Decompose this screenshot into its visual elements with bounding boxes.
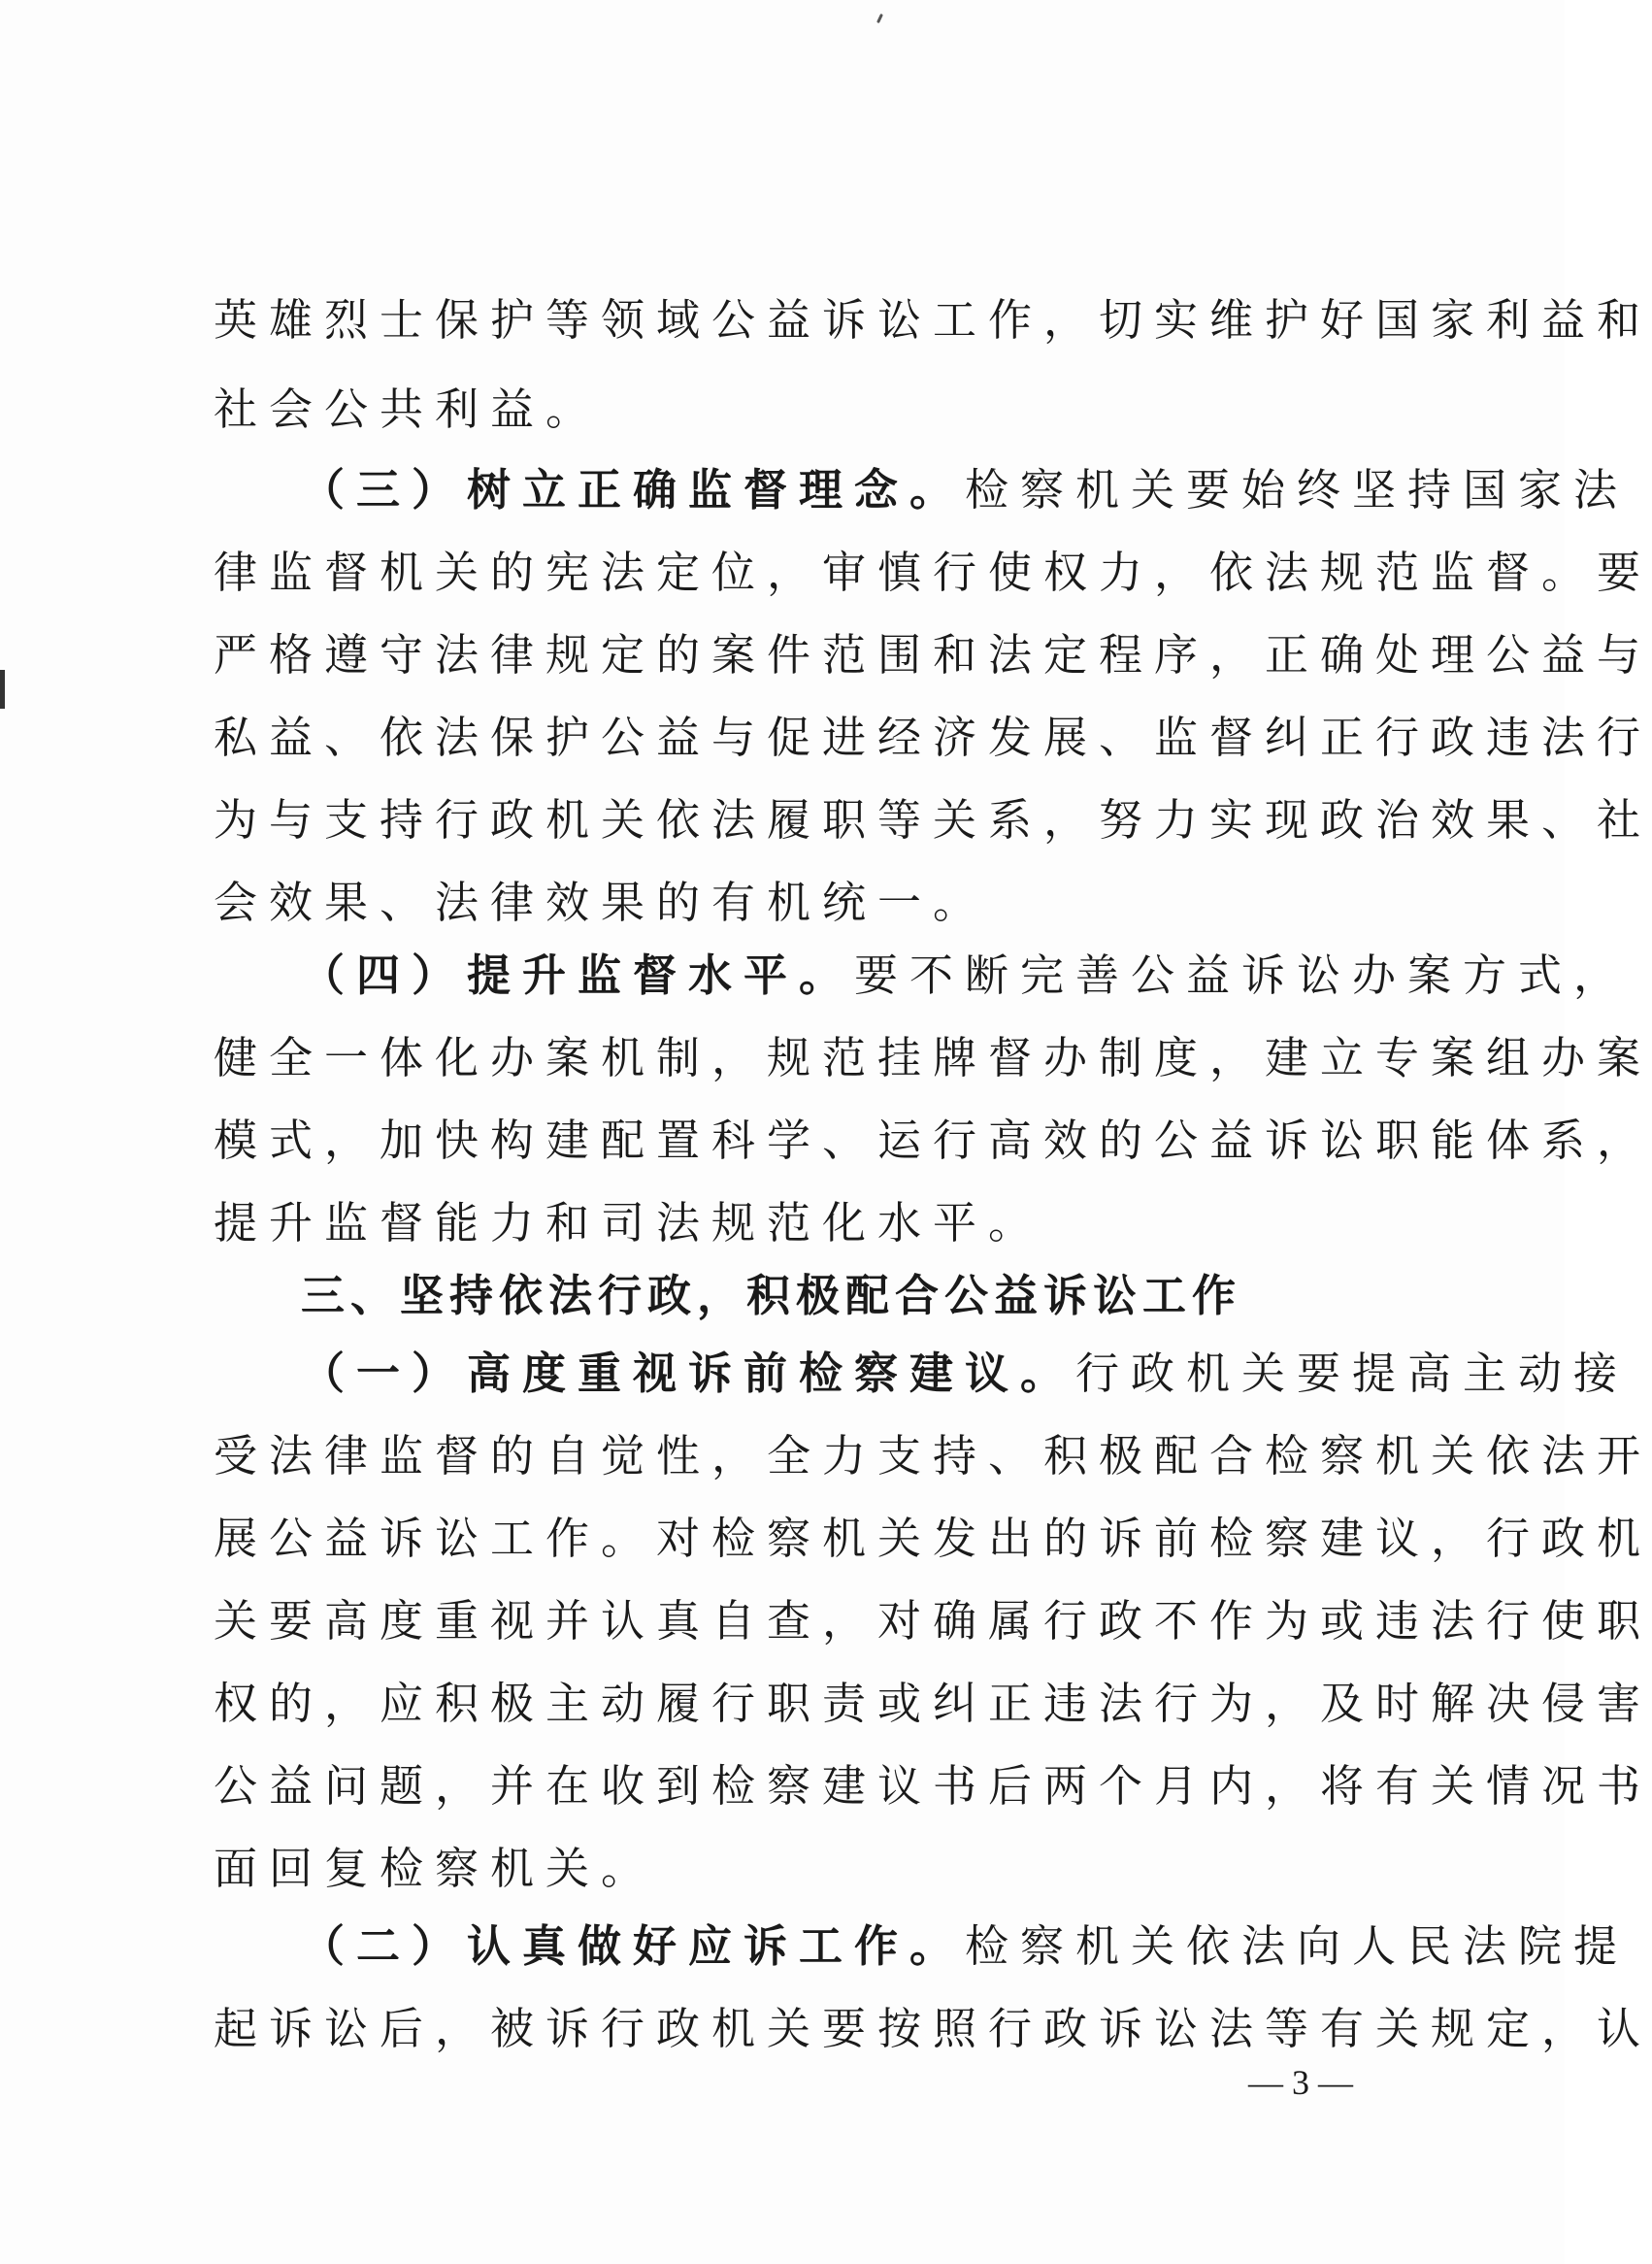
line-text: 检察机关要始终坚持国家法	[965, 464, 1630, 516]
body-line-2	[214, 381, 1407, 439]
subsection-4-line-1	[301, 947, 1630, 1005]
line-text: 起诉讼后，被诉行政机关要按照行政诉讼法等有关规定，认	[214, 2003, 1652, 2054]
subsection-heading: （二）认真做好应诉工作。	[301, 1920, 966, 1972]
line-text: 社会公共利益。	[214, 383, 602, 435]
body-line-7	[214, 791, 1652, 849]
line-text: 展公益诉讼工作。对检察机关发出的诉前检察建议，行政机	[214, 1513, 1652, 1564]
body-line-12	[214, 1194, 1407, 1252]
line-text: 权的，应积极主动履行职责或纠正违法行为，及时解决侵害	[214, 1678, 1652, 1729]
body-line-15	[214, 1427, 1652, 1485]
line-text: 检察机关依法向人民法院提	[965, 1920, 1630, 1972]
body-line-18	[214, 1675, 1652, 1733]
line-text: 关要高度重视并认真自查，对确属行政不作为或违法行使职	[214, 1595, 1652, 1647]
line-text: 提升监督能力和司法规范化水平。	[214, 1197, 1044, 1249]
body-line-17	[214, 1592, 1652, 1650]
line-text: 公益问题，并在收到检察建议书后两个月内，将有关情况书	[214, 1760, 1652, 1812]
body-line-19	[214, 1757, 1652, 1815]
section-heading: 三、坚持依法行政，积极配合公益诉讼工作	[301, 1270, 1242, 1321]
subsection-heading: （四）提升监督水平。	[301, 949, 855, 1001]
body-line-6	[214, 709, 1652, 767]
body-line-20	[214, 1840, 1407, 1898]
line-text: 私益、依法保护公益与促进经济发展、监督纠正行政违法行	[214, 712, 1652, 763]
line-text: 模式，加快构建配置科学、运行高效的公益诉讼职能体系，	[214, 1115, 1652, 1166]
body-line-22	[214, 2000, 1652, 2058]
subsection-heading: （三）树立正确监督理念。	[301, 464, 966, 516]
scan-edge-mark	[0, 670, 5, 709]
scan-speck	[876, 14, 883, 23]
line-text: 会效果、法律效果的有机统一。	[214, 877, 989, 928]
line-text: 律监督机关的宪法定位，审慎行使权力，依法规范监督。要	[214, 547, 1652, 598]
subsection-1-line-1	[301, 1345, 1630, 1403]
subsection-2-line-1	[301, 1917, 1630, 1976]
line-text: 行政机关要提高主动接	[1075, 1348, 1630, 1399]
line-text: 健全一体化办案机制，规范挂牌督办制度，建立专案组办案	[214, 1032, 1652, 1083]
line-text: 受法律监督的自觉性，全力支持、积极配合检察机关依法开	[214, 1430, 1652, 1482]
subsection-3-line-1	[301, 461, 1630, 519]
line-text: 英雄烈士保护等领域公益诉讼工作，切实维护好国家利益和	[214, 294, 1652, 346]
subsection-heading: （一）高度重视诉前检察建议。	[301, 1348, 1076, 1399]
body-line-4	[214, 544, 1652, 602]
page-number: — 3 —	[1248, 2063, 1353, 2102]
body-line-10	[214, 1029, 1652, 1087]
body-line-11	[214, 1112, 1652, 1170]
body-line-1	[214, 291, 1652, 350]
line-text: 为与支持行政机关依法履职等关系，努力实现政治效果、社	[214, 794, 1652, 846]
line-text: 严格遵守法律规定的案件范围和法定程序，正确处理公益与	[214, 629, 1652, 681]
body-line-8	[214, 874, 1407, 932]
line-text: 面回复检察机关。	[214, 1843, 657, 1894]
section-heading-3	[301, 1267, 1407, 1325]
body-line-5	[214, 626, 1652, 684]
line-text: 要不断完善公益诉讼办案方式，	[854, 949, 1630, 1001]
body-line-16	[214, 1510, 1652, 1568]
